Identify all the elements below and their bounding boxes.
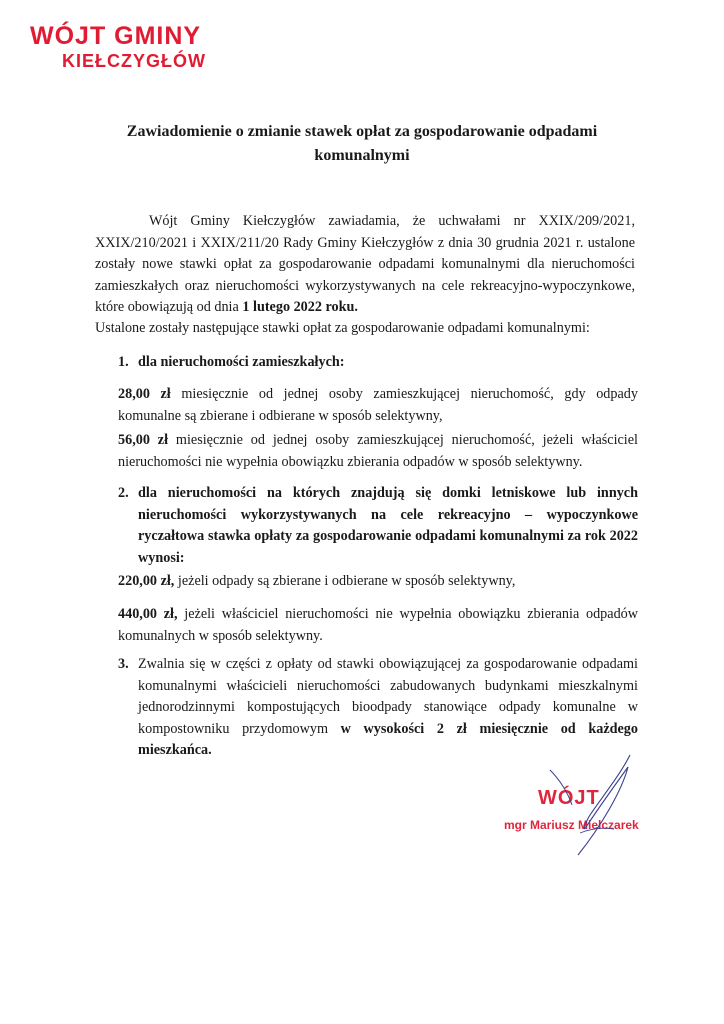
established-rates-line: Ustalone zostały następujące stawki opłat za gospodarowanie odpadami komunalnymi: bbox=[95, 320, 590, 336]
signature-block bbox=[490, 745, 670, 865]
rate-entry bbox=[118, 604, 638, 647]
document-title: Zawiadomienie o zmianie stawek opłat za gospodarowanie odpadami komunalnymi bbox=[126, 123, 598, 164]
item-2-heading bbox=[118, 483, 638, 569]
rate-entry bbox=[118, 384, 638, 427]
signature-name: mgr Mariusz Mielczarek bbox=[504, 818, 639, 832]
rate-description: jeżeli odpady są zbierane i odbierane w sposób selektywny, bbox=[174, 573, 516, 589]
effective-date: 1 lutego 2022 roku. bbox=[242, 299, 358, 315]
rate-amount: 56,00 zł bbox=[118, 432, 169, 448]
office-stamp bbox=[30, 22, 240, 72]
item-heading-text: dla nieruchomości zamieszkałych: bbox=[138, 354, 345, 370]
item-number: 1. bbox=[118, 354, 129, 370]
item-1-heading bbox=[118, 352, 638, 374]
rate-entry bbox=[118, 571, 638, 593]
rate-amount: 220,00 zł, bbox=[118, 573, 175, 589]
item-number: 3. bbox=[118, 656, 129, 672]
intro-paragraph bbox=[95, 211, 635, 319]
rate-description: jeżeli właściciel nieruchomości nie wypełnia obowiązku zbierania odpadów komunalnych w sposób selektywny. bbox=[118, 606, 638, 644]
stamp-subtitle: KIEŁCZYGŁÓW bbox=[62, 51, 206, 71]
signature-stamp: WÓJT bbox=[538, 787, 600, 809]
item-heading-text: dla nieruchomości na których znajdują się domki letniskowe lub innych nieruchomości wykorzystywanych na cele rekreacyjno – wypoczynkowe ryczałtowa stawka opłaty za gospodarowanie odpadami komunalnymi za rok 2022 wynosi: bbox=[138, 485, 638, 566]
rate-description: miesięcznie od jednej osoby zamieszkującej nieruchomość, jeżeli właściciel nieruchomości nie wypełnia obowiązku zbierania odpadów w sposób selektywny. bbox=[118, 432, 638, 470]
handwritten-signature-icon bbox=[490, 745, 670, 865]
exemption-text-start: Zwalnia się w części z opłaty od stawki obowiązującej za gospodarowanie odpadami komunalnymi właścicieli nieruchomości zabudowanych budynkami mieszkalnymi jednorodzinnymi kompostujących bioodpady stanowiące odpady komunalne w kompostowniku przydomowym bbox=[138, 656, 638, 737]
rate-amount: 28,00 zł bbox=[118, 386, 171, 402]
intro-text: Wójt Gminy Kiełczygłów zawiadamia, że uchwałami nr XXIX/209/2021, XXIX/210/2021 i XXIX/211/20 Rady Gminy Kiełczygłów z dnia 30 grudnia 2021 r. ustalone zostały nowe stawki opłat za gospodarowanie odpadami komunalnymi dla nieruchomości zamieszkałych oraz nieruchomości wykorzystywanych na cele rekreacyjno-wypoczynkowe, które obowiązują od dnia bbox=[95, 213, 635, 315]
item-number: 2. bbox=[118, 485, 129, 501]
rate-description: miesięcznie od jednej osoby zamieszkującej nieruchomość, gdy odpady komunalne są zbierane i odbierane w sposób selektywny, bbox=[118, 386, 638, 424]
rate-amount: 440,00 zł, bbox=[118, 606, 178, 622]
exemption-amount: w wysokości 2 zł miesięcznie od każdego mieszkańca. bbox=[138, 720, 638, 758]
stamp-title: WÓJT GMINY bbox=[30, 22, 202, 50]
rate-entry bbox=[118, 430, 638, 473]
